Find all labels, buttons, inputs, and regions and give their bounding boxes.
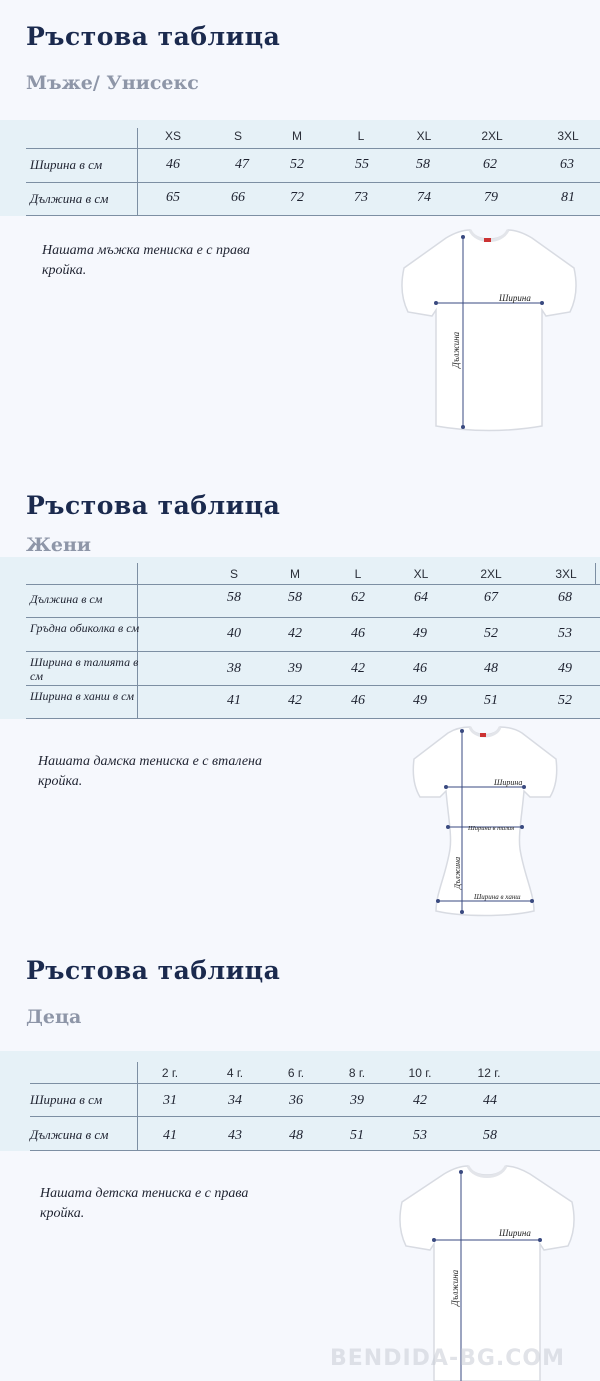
table-cell: 58 [416,157,430,172]
table-cell: 46 [351,693,365,708]
table-rule [26,182,600,183]
table-rule [30,1116,600,1117]
table-header: S [233,129,242,143]
row-label: Ширина в талията в см [30,655,139,683]
table-cell: 64 [414,590,428,605]
table-cell: 36 [289,1093,303,1108]
table-cell: 58 [227,590,241,605]
width-label: Ширина [499,1228,531,1238]
fit-note: Нашата дамска тениска е с вталена кройка. [38,754,262,789]
table-rule [26,148,600,149]
table-cell: 53 [558,626,572,641]
table-rule [30,1083,600,1084]
row-label: Ширина в см [30,157,103,172]
section-title: Ръстова таблица [26,22,281,51]
table-cell: 49 [558,661,572,676]
table-cell: 49 [413,626,427,641]
table-cell: 48 [484,661,498,676]
table-cell: 63 [560,157,574,172]
table-cell: 41 [163,1128,177,1143]
table-cell: 51 [484,693,498,708]
table-cell: 49 [413,693,427,708]
tshirt-diagram [410,725,560,919]
width-label: Ширина [499,293,531,303]
table-divider [137,128,138,216]
table-cell: 39 [288,661,302,676]
length-label: Дължина [451,331,461,368]
table-cell: 62 [351,590,365,605]
table-cell: 42 [351,661,365,676]
waist-label: Ширина в талия [468,825,515,832]
table-header: 2XL [480,567,502,581]
table-header: 4 г. [226,1066,244,1080]
table-cell: 42 [288,626,302,641]
table-header: 8 г. [348,1066,366,1080]
table-cell: 65 [166,190,180,205]
table-cell: 62 [483,157,497,172]
table-header: L [357,129,365,143]
tshirt-diagram [398,228,580,434]
table-cell: 58 [288,590,302,605]
row-label: Дължина в см [30,592,103,606]
table-cell: 68 [558,590,572,605]
fit-note: Нашата детска тениска е с права кройка. [40,1186,249,1221]
section-subtitle: Мъже/ Унисекс [26,72,199,94]
width-label: Ширина [494,778,523,787]
section-title: Ръстова таблица [26,491,281,520]
row-label: Дължина в см [30,1127,109,1142]
fit-note: Нашата мъжка тениска е с права кройка. [42,243,250,278]
table-cell: 81 [561,190,575,205]
table-cell: 41 [227,693,241,708]
section-subtitle: Жени [26,534,92,556]
table-rule [26,718,600,719]
table-header: 2XL [481,129,503,143]
table-header: XL [416,129,432,143]
watermark: BENDIDA-BG.COM [330,1346,565,1371]
length-label: Дължина [450,1269,460,1306]
table-header: XS [164,129,181,143]
table-header: 6 г. [287,1066,305,1080]
table-cell: 73 [354,190,368,205]
table-cell: 47 [235,157,249,172]
table-header: 3XL [555,567,577,581]
table-cell: 48 [289,1128,303,1143]
section-subtitle: Деца [26,1006,82,1028]
table-rule [30,1150,600,1151]
row-label: Гръдна обиколка в см [30,621,140,635]
table-cell: 51 [350,1128,364,1143]
table-cell: 43 [228,1128,242,1143]
table-header: 12 г. [477,1066,501,1080]
table-cell: 39 [350,1093,364,1108]
table-cell: 55 [355,157,369,172]
table-cell: 72 [290,190,304,205]
table-cell: 58 [483,1128,497,1143]
table-cell: 74 [417,190,431,205]
table-cell: 52 [558,693,572,708]
table-cell: 52 [290,157,304,172]
table-header: 2 г. [161,1066,179,1080]
table-rule [26,685,600,686]
table-cell: 53 [413,1128,427,1143]
table-header: 3XL [557,129,579,143]
table-cell: 44 [483,1093,497,1108]
table-cell: 52 [484,626,498,641]
table-header: XL [413,567,429,581]
table-rule [26,617,600,618]
table-cell: 79 [484,190,498,205]
table-cell: 34 [228,1093,242,1108]
table-rule [26,584,600,585]
table-header: L [354,567,362,581]
row-label: Ширина в ханш в см [30,689,135,703]
table-cell: 42 [413,1093,427,1108]
table-divider [137,1062,138,1150]
table-cell: 46 [166,157,180,172]
length-label: Дължина [453,856,462,889]
table-cell: 66 [231,190,245,205]
hip-label: Ширина в ханш [474,893,521,901]
table-cell: 46 [413,661,427,676]
table-header: 10 г. [408,1066,432,1080]
table-cell: 42 [288,693,302,708]
row-label: Дължина в см [30,191,109,206]
table-header: M [292,129,302,143]
section-title: Ръстова таблица [26,956,281,985]
table-header: M [290,567,300,581]
table-rule [26,215,600,216]
table-header: S [229,567,238,581]
table-cell: 67 [484,590,498,605]
table-cell: 31 [163,1093,177,1108]
table-cell: 46 [351,626,365,641]
row-label: Ширина в см [30,1092,103,1107]
table-rule [26,651,600,652]
table-cell: 40 [227,626,241,641]
table-cell: 38 [227,661,241,676]
